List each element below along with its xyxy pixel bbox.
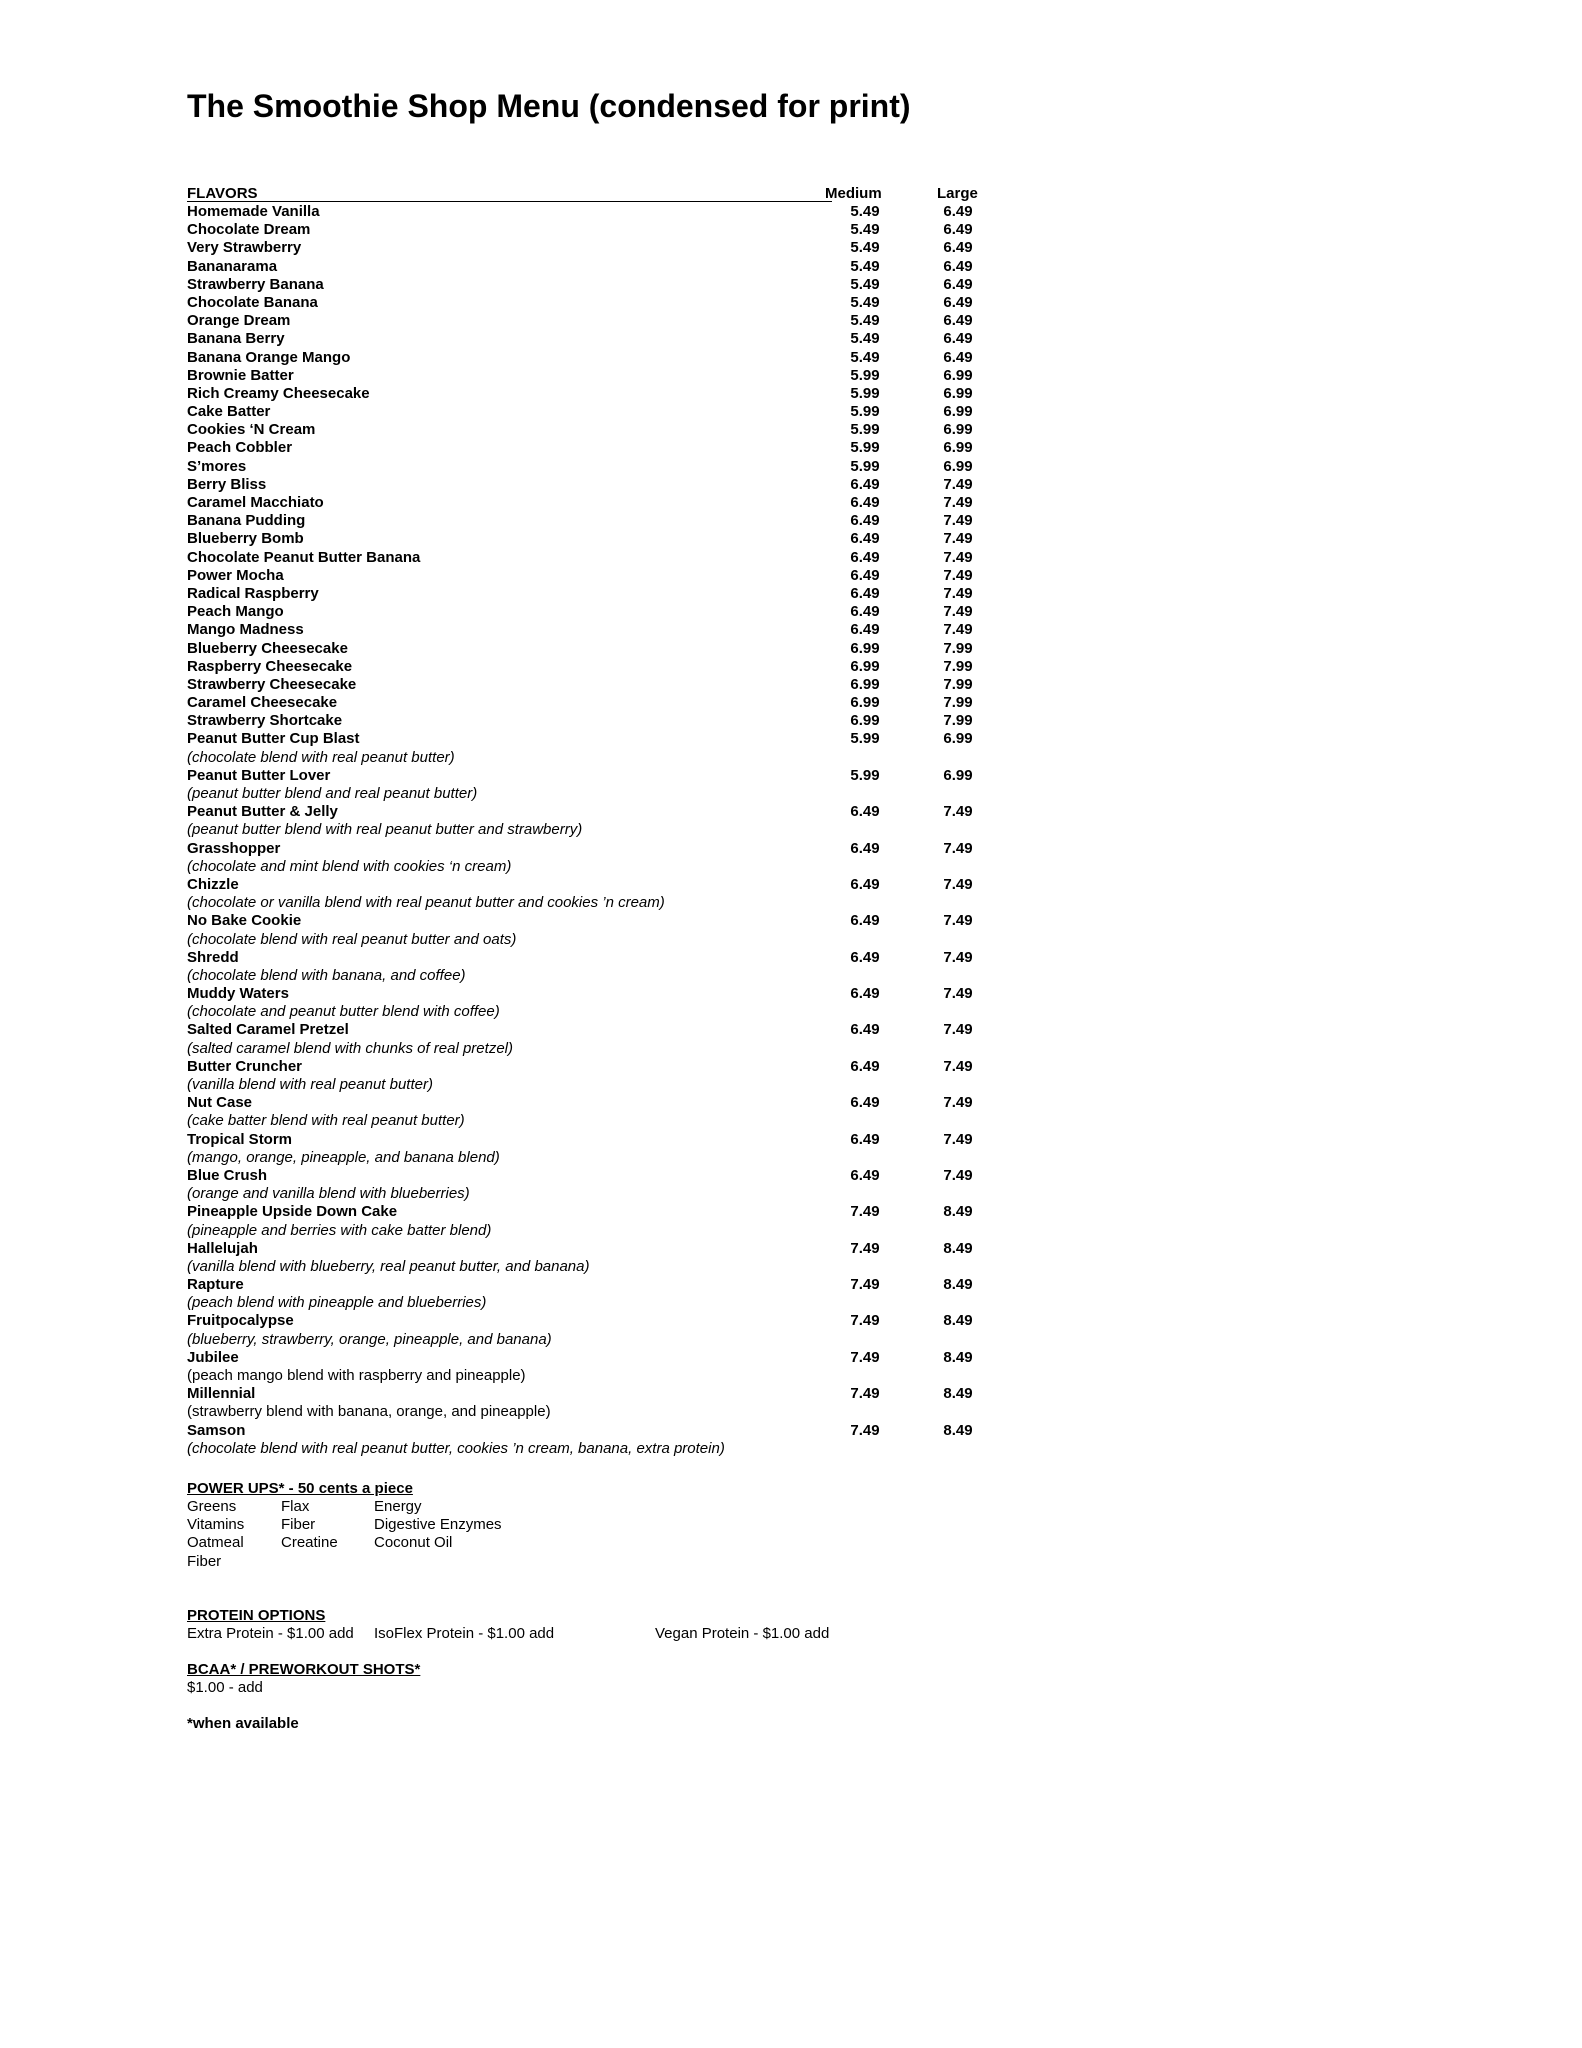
flavor-description: (peanut butter blend with real peanut butter and strawberry) [187,821,583,839]
large-price: 8.49 [943,1239,973,1257]
flavor-row [187,876,987,894]
protein-title: PROTEIN OPTIONS [187,1606,326,1624]
flavor-row [187,512,987,530]
medium-price: 6.99 [850,694,880,712]
flavor-description: (chocolate and peanut butter blend with coffee) [187,1003,500,1021]
flavor-name: Berry Bliss [187,475,267,493]
medium-price: 5.49 [850,239,880,257]
flavor-name: Cake Batter [187,403,271,421]
medium-price: 6.49 [850,530,880,548]
flavor-row [187,349,987,367]
flavor-name: Tropical Storm [187,1130,293,1148]
medium-price: 5.49 [850,257,880,275]
flavor-row [187,1276,987,1294]
flavor-name: Peanut Butter Cup Blast [187,730,360,748]
flavor-row [187,603,987,621]
large-price: 7.99 [943,675,973,693]
flavor-row [187,549,987,567]
flavor-row [187,1094,987,1112]
flavor-name: Bananarama [187,257,278,275]
medium-price: 6.49 [850,1094,880,1112]
flavor-description: (chocolate blend with banana, and coffee) [187,966,466,984]
flavor-row [187,840,987,858]
medium-price: 5.99 [850,457,880,475]
flavor-name: Samson [187,1421,246,1439]
medium-price: 6.49 [850,1130,880,1148]
flavor-name: Power Mocha [187,566,284,584]
medium-price: 6.49 [850,603,880,621]
flavor-name: Banana Pudding [187,512,306,530]
large-price: 7.49 [943,548,973,566]
medium-price: 7.49 [850,1385,880,1403]
flavor-description-row [187,1403,987,1421]
flavor-row [187,494,987,512]
medium-price: 5.49 [850,330,880,348]
flavor-description-row [187,1294,987,1312]
large-price: 7.49 [943,912,973,930]
flavor-list [187,203,987,1458]
large-price: 6.99 [943,421,973,439]
power-ups-list [187,1498,502,1571]
large-price: 8.49 [943,1348,973,1366]
flavor-row [187,1021,987,1039]
flavor-name: Peanut Butter Lover [187,766,331,784]
medium-price: 5.99 [850,439,880,457]
flavor-description: (vanilla blend with blueberry, real peanut butter, and banana) [187,1257,590,1275]
large-price: 7.49 [943,1130,973,1148]
large-price: 6.49 [943,221,973,239]
large-price: 6.49 [943,239,973,257]
medium-price: 5.49 [850,348,880,366]
medium-price: 6.49 [850,512,880,530]
flavor-description: (chocolate blend with real peanut butter) [187,748,455,766]
medium-price: 6.49 [850,912,880,930]
medium-price: 6.49 [850,1021,880,1039]
bcaa-section [187,1661,420,1697]
medium-price: 7.49 [850,1348,880,1366]
flavor-name: Nut Case [187,1094,253,1112]
flavor-name: Rapture [187,1276,244,1294]
flavor-row [187,476,987,494]
flavor-description: (chocolate or vanilla blend with real peanut butter and cookies ’n cream) [187,894,665,912]
flavor-name: Very Strawberry [187,239,302,257]
flavor-name: Cookies ‘N Cream [187,421,316,439]
large-price: 6.99 [943,730,973,748]
flavor-description-row [187,1222,987,1240]
flavor-description: (salted caramel blend with chunks of real pretzel) [187,1039,513,1057]
flavor-description-row [187,1040,987,1058]
large-price: 7.49 [943,985,973,1003]
flavor-description-row [187,931,987,949]
medium-price: 6.99 [850,639,880,657]
flavor-name: Millennial [187,1385,256,1403]
flavor-description-row [187,1185,987,1203]
flavor-name: Peach Mango [187,603,284,621]
large-price: 6.49 [943,348,973,366]
large-price: 8.49 [943,1312,973,1330]
flavor-name: S’mores [187,457,247,475]
large-price: 6.49 [943,312,973,330]
medium-price: 5.99 [850,730,880,748]
flavor-name: Raspberry Cheesecake [187,657,353,675]
medium-price: 6.49 [850,1057,880,1075]
power-ups-row [187,1516,502,1534]
flavor-name: No Bake Cookie [187,912,302,930]
flavor-description-row [187,858,987,876]
flavor-description: (peach mango blend with raspberry and pineapple) [187,1367,526,1384]
large-price: 6.49 [943,330,973,348]
medium-price: 5.99 [850,403,880,421]
flavor-description: (chocolate and mint blend with cookies ‘n cream) [187,857,512,875]
medium-price: 5.99 [850,421,880,439]
medium-price: 7.49 [850,1312,880,1330]
medium-price: 6.49 [850,875,880,893]
power-up-item: Greens [187,1498,237,1515]
large-price: 7.49 [943,875,973,893]
flavor-row [187,676,987,694]
flavor-name: Strawberry Cheesecake [187,675,357,693]
medium-price: 5.99 [850,766,880,784]
large-price: 7.99 [943,657,973,675]
flavor-description: (mango, orange, pineapple, and banana blend) [187,1148,500,1166]
flavor-description-row [187,1331,987,1349]
flavor-row [187,1240,987,1258]
flavor-name: Caramel Cheesecake [187,694,338,712]
large-price: 7.49 [943,1094,973,1112]
flavor-description: (peach blend with pineapple and blueberries) [187,1294,487,1312]
medium-price: 6.99 [850,675,880,693]
flavor-row [187,221,987,239]
header-divider [187,201,832,202]
flavor-name: Orange Dream [187,312,291,330]
availability-footnote: *when available [187,1714,299,1732]
large-price: 6.99 [943,439,973,457]
large-price: 6.49 [943,257,973,275]
flavor-row [187,985,987,1003]
flavor-row [187,276,987,294]
flavor-row [187,803,987,821]
flavor-description-row [187,749,987,767]
large-price: 6.99 [943,457,973,475]
power-up-item: Oatmeal [187,1534,244,1552]
power-up-item: Energy [374,1498,422,1515]
flavor-row [187,567,987,585]
large-price: 7.49 [943,839,973,857]
flavor-name: Chocolate Peanut Butter Banana [187,548,421,566]
medium-price: 6.99 [850,712,880,730]
power-up-item: Vitamins [187,1516,245,1534]
flavor-name: Peanut Butter & Jelly [187,803,338,821]
medium-price: 6.99 [850,657,880,675]
flavor-row [187,640,987,658]
flavor-name: Pineapple Upside Down Cake [187,1203,398,1221]
power-up-item: Coconut Oil [374,1534,453,1552]
flavor-name: Strawberry Banana [187,275,324,293]
flavor-name: Chizzle [187,875,239,893]
flavor-row [187,1312,987,1330]
large-price: 6.49 [943,203,973,220]
flavor-row [187,1203,987,1221]
flavor-row [187,367,987,385]
flavor-description-row [187,894,987,912]
flavor-description-row [187,1149,987,1167]
flavor-row [187,585,987,603]
flavor-description-row [187,1076,987,1094]
large-price: 7.49 [943,621,973,639]
flavor-name: Rich Creamy Cheesecake [187,384,370,402]
flavor-row [187,658,987,676]
medium-price: 6.49 [850,584,880,602]
large-price: 7.49 [943,512,973,530]
large-price: 7.99 [943,712,973,730]
flavor-name: Banana Berry [187,330,285,348]
flavor-row [187,730,987,748]
flavor-name: Grasshopper [187,839,281,857]
medium-price: 5.99 [850,366,880,384]
flavor-name: Peach Cobbler [187,439,293,457]
flavor-row [187,385,987,403]
medium-price: 6.49 [850,839,880,857]
flavor-row [187,239,987,257]
flavor-description-row [187,1367,987,1385]
flavor-row [187,949,987,967]
large-price: 7.49 [943,494,973,511]
medium-price: 7.49 [850,1239,880,1257]
flavor-row [187,312,987,330]
medium-price: 5.49 [850,275,880,293]
flavor-name: Blueberry Bomb [187,530,304,548]
flavor-name: Homemade Vanilla [187,203,320,220]
bcaa-price: $1.00 - add [187,1678,263,1696]
medium-price: 6.49 [850,621,880,639]
flavor-name: Mango Madness [187,621,304,639]
flavor-description: (chocolate blend with real peanut butter, cookies ’n cream, banana, extra protein) [187,1439,725,1457]
flavor-row [187,694,987,712]
large-price: 8.49 [943,1385,973,1403]
medium-column-header: Medium [825,185,882,202]
large-price: 7.49 [943,1166,973,1184]
flavor-row [187,1131,987,1149]
large-price: 7.49 [943,1057,973,1075]
flavor-description: (pineapple and berries with cake batter blend) [187,1221,492,1239]
flavor-row [187,294,987,312]
flavor-row [187,403,987,421]
extras-section [187,1480,830,1732]
large-price: 7.49 [943,948,973,966]
protein-option: Vegan Protein - $1.00 add [655,1624,830,1642]
protein-section [187,1606,830,1643]
medium-price: 6.49 [850,803,880,821]
flavor-row [187,621,987,639]
large-price: 7.49 [943,475,973,493]
flavor-row [187,912,987,930]
flavor-description-row [187,1003,987,1021]
large-price: 6.99 [943,384,973,402]
large-price: 7.49 [943,584,973,602]
flavor-row [187,767,987,785]
large-price: 6.99 [943,366,973,384]
protein-option: IsoFlex Protein - $1.00 add [374,1624,555,1642]
bcaa-title: BCAA* / PREWORKOUT SHOTS* [187,1660,421,1678]
flavor-name: Chocolate Dream [187,221,311,239]
large-price: 8.49 [943,1203,973,1221]
medium-price: 6.49 [850,475,880,493]
flavor-description: (vanilla blend with real peanut butter) [187,1076,433,1093]
medium-price: 6.49 [850,985,880,1003]
flavor-description: (blueberry, strawberry, orange, pineapple, and banana) [187,1330,552,1348]
flavor-row [187,258,987,276]
medium-price: 5.49 [850,221,880,239]
large-price: 7.99 [943,639,973,657]
flavor-description: (orange and vanilla blend with blueberries) [187,1185,470,1203]
power-ups-row [187,1534,453,1552]
medium-price: 6.49 [850,548,880,566]
flavor-description: (cake batter blend with real peanut butter) [187,1112,465,1130]
power-ups-section [187,1480,502,1571]
flavor-name: Jubilee [187,1348,239,1366]
flavor-name: Fruitpocalypse [187,1312,294,1330]
power-up-item: Digestive Enzymes [374,1516,502,1534]
flavor-row [187,530,987,548]
power-ups-row [187,1498,420,1516]
power-up-item: Flax [281,1498,310,1515]
flavor-description-row [187,785,987,803]
medium-price: 5.49 [850,293,880,311]
flavor-row [187,330,987,348]
protein-options-row [187,1624,830,1643]
medium-price: 5.49 [850,312,880,330]
flavor-name: Radical Raspberry [187,584,319,602]
large-price: 7.49 [943,1021,973,1039]
medium-price: 6.49 [850,566,880,584]
large-price: 6.99 [943,766,973,784]
flavor-name: Shredd [187,948,239,966]
flavors-table [187,185,987,1458]
large-price: 7.49 [943,803,973,821]
page-title: The Smoothie Shop Menu (condensed for print) [187,88,911,124]
flavor-name: Brownie Batter [187,366,294,384]
medium-price: 5.99 [850,384,880,402]
large-price: 8.49 [943,1276,973,1294]
medium-price: 5.49 [850,203,880,220]
large-column-header: Large [937,185,978,202]
flavor-row [187,439,987,457]
power-up-item: Fiber [187,1552,222,1570]
flavor-name: Salted Caramel Pretzel [187,1021,349,1039]
flavor-description: (strawberry blend with banana, orange, and pineapple) [187,1403,551,1421]
flavor-name: Strawberry Shortcake [187,712,343,730]
flavor-row [187,203,987,221]
large-price: 6.49 [943,275,973,293]
flavor-name: Hallelujah [187,1239,258,1257]
flavor-name: Chocolate Banana [187,293,318,311]
flavor-row [187,1385,987,1403]
protein-option: Extra Protein - $1.00 add [187,1624,354,1642]
flavor-description: (peanut butter blend and real peanut butter) [187,785,478,802]
large-price: 7.49 [943,566,973,584]
flavor-description-row [187,1440,987,1458]
large-price: 7.49 [943,530,973,548]
large-price: 6.99 [943,403,973,421]
large-price: 7.99 [943,694,973,712]
flavor-name: Blue Crush [187,1166,268,1184]
flavor-description-row [187,1112,987,1130]
power-up-item: Fiber [281,1516,316,1534]
medium-price: 6.49 [850,948,880,966]
medium-price: 7.49 [850,1276,880,1294]
flavor-name: Banana Orange Mango [187,348,351,366]
flavor-name: Butter Cruncher [187,1057,303,1075]
flavor-name: Muddy Waters [187,985,289,1003]
flavor-row [187,1349,987,1367]
flavor-row [187,1167,987,1185]
flavor-description-row [187,967,987,985]
flavor-row [187,1422,987,1440]
flavor-row [187,421,987,439]
flavor-name: Blueberry Cheesecake [187,639,348,657]
flavor-row [187,1058,987,1076]
power-up-item: Creatine [281,1534,338,1552]
flavor-name: Caramel Macchiato [187,494,324,511]
flavor-description: (chocolate blend with real peanut butter and oats) [187,930,517,948]
flavor-row [187,712,987,730]
flavor-description-row [187,821,987,839]
flavor-description-row [187,1258,987,1276]
medium-price: 7.49 [850,1203,880,1221]
medium-price: 7.49 [850,1421,880,1439]
power-ups-title: POWER UPS* - 50 cents a piece [187,1480,413,1497]
large-price: 6.49 [943,293,973,311]
flavors-header [187,185,987,203]
flavor-row [187,458,987,476]
large-price: 8.49 [943,1421,973,1439]
large-price: 7.49 [943,603,973,621]
flavors-column-header: FLAVORS [187,185,258,202]
medium-price: 6.49 [850,494,880,511]
power-ups-row [187,1553,420,1571]
medium-price: 6.49 [850,1166,880,1184]
